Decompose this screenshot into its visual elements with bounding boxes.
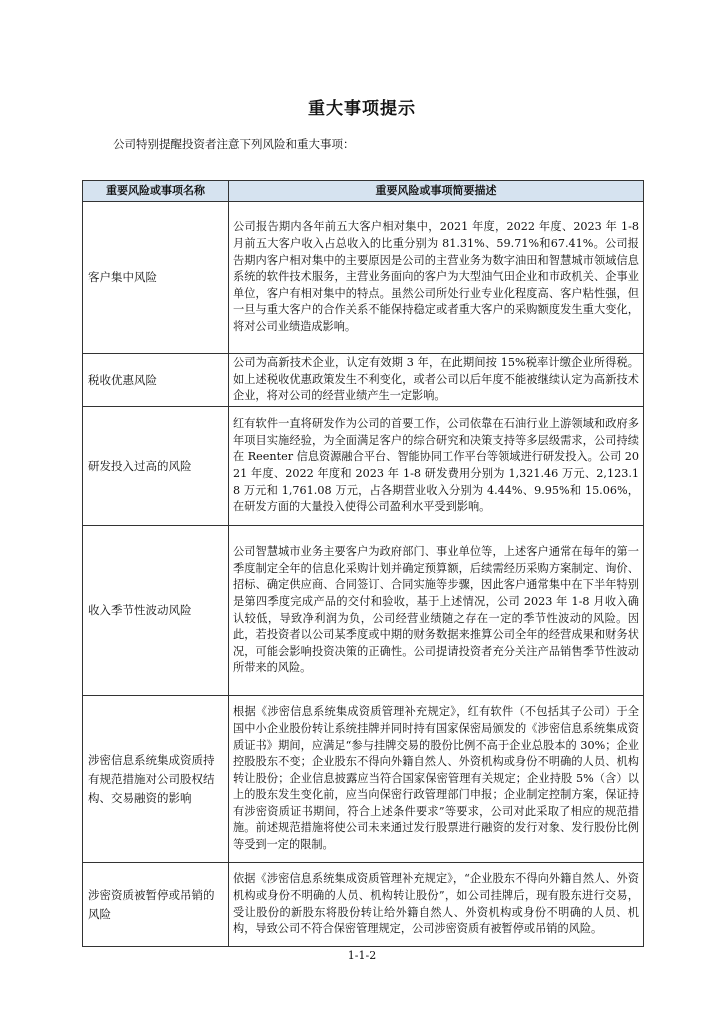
risk-description: 公司报告期内各年前五大客户相对集中，2021 年度，2022 年度、2023 年 1-8 月前五大客户收入占总收入的比重分别为 81.31%、59.71%和67.41%。公司报告期内客户相对集中的主要原因是公司的主营业务为数字油田和智慧城市领域信息系统的软件技术服务，主营业务面向的客户为大型油气田企业和市政机关、企事业单位，客户有相对集中的特点。虽然公司所处行业专业化程度高、客户粘性强，但一旦与重大客户的合作关系不能保持稳定或者重大客户的采购额度发生重大变化，将对公司业绩造成影响。 <box>229 202 644 354</box>
table-header-row <box>83 181 644 202</box>
risk-name: 研发投入过高的风险 <box>83 407 229 526</box>
risk-name: 税收优惠风险 <box>83 354 229 407</box>
header-risk-description: 重要风险或事项简要描述 <box>229 181 644 202</box>
risk-name: 收入季节性波动风险 <box>83 526 229 696</box>
risk-description: 公司为高新技术企业，认定有效期 3 年，在此期间按 15%税率计缴企业所得税。如上述税收优惠政策发生不利变化，或者公司以后年度不能被继续认定为高新技术企业，将对公司的经营业绩产生一定影响。 <box>229 354 644 407</box>
intro-text: 公司特别提醒投资者注意下列风险和重大事项： <box>113 137 355 151</box>
risk-name: 涉密资质被暂停或吊销的风险 <box>83 863 229 947</box>
table-row <box>83 526 644 696</box>
risk-name: 客户集中风险 <box>83 202 229 354</box>
risk-name: 涉密信息系统集成资质持有规范措施对公司股权结构、交易融资的影响 <box>83 696 229 863</box>
table-row <box>83 354 644 407</box>
page-number: 1-1-2 <box>347 949 377 962</box>
risk-description: 根据《涉密信息系统集成资质管理补充规定》，红有软件（不包括其子公司）于全国中小企业股份转让系统挂牌并同时持有国家保密局颁发的《涉密信息系统集成资质证书》期间，应满足“参与挂牌交易的股份比例不高于企业总股本的 30%；企业控股股东不变；企业股东不得向外籍自然人、外资机构或身份不明确的人员、机构转让股份；企业信息披露应当符合国家保密管理有关规定；企业持股 5%（含）以上的股东发生变化前，应当向保密行政管理部门申报；企业制定控制方案，保证持有涉密资质证书期间，符合上述条件要求”等要求，公司对此采取了相应的规范措施。前述规范措施将使公司未来通过发行股票进行融资的发行对象、发行股份比例等受到一定的限制。 <box>229 696 644 863</box>
risk-description: 红有软件一直将研发作为公司的首要工作，公司依靠在石油行业上游领域和政府多年项目实施经验，为全面满足客户的综合研究和决策支持等多层级需求，公司持续在 Reenter 信息资源融合平台、智能协同工作平台等领域进行研发投入。公司 2021 年度、2022 年度和 2023 年 1-8 研发费用分别为 1,321.46 万元、2,123.18 万元和 1,761.08 万元，占各期营业收入分别为 4.44%、9.95%和 15.06%，在研发方面的大量投入使得公司盈利水平受到影响。 <box>229 407 644 526</box>
table-row <box>83 202 644 354</box>
risk-description: 依据《涉密信息系统集成资质管理补充规定》，“企业股东不得向外籍自然人、外资机构或身份不明确的人员、机构转让股份”，如公司挂牌后，现有股东进行交易，受让股份的新股东将股份转让给外籍自然人、外资机构或身份不明确的人员、机构，导致公司不符合保密管理规定，公司涉密资质有被暂停或吊销的风险。 <box>229 863 644 947</box>
table-row <box>83 407 644 526</box>
risk-table <box>82 180 644 947</box>
page-title: 重大事项提示 <box>308 99 416 119</box>
table-row <box>83 863 644 947</box>
risk-description: 公司智慧城市业务主要客户为政府部门、事业单位等，上述客户通常在每年的第一季度制定全年的信息化采购计划并确定预算额，后续需经历采购方案制定、询价、招标、确定供应商、合同签订、合同实施等步骤，因此客户通常集中在下半年特别是第四季度完成产品的交付和验收，基于上述情况，公司 2023 年 1-8 月收入确认较低，导致净利润为负，公司经营业绩随之存在一定的季节性波动的风险。因此，若投资者以公司某季度或中期的财务数据来推算公司全年的经营成果和财务状况，可能会影响投资决策的正确性。公司提请投资者充分关注产品销售季节性波动所带来的风险。 <box>229 526 644 696</box>
header-risk-name: 重要风险或事项名称 <box>83 181 229 202</box>
table-row <box>83 696 644 863</box>
